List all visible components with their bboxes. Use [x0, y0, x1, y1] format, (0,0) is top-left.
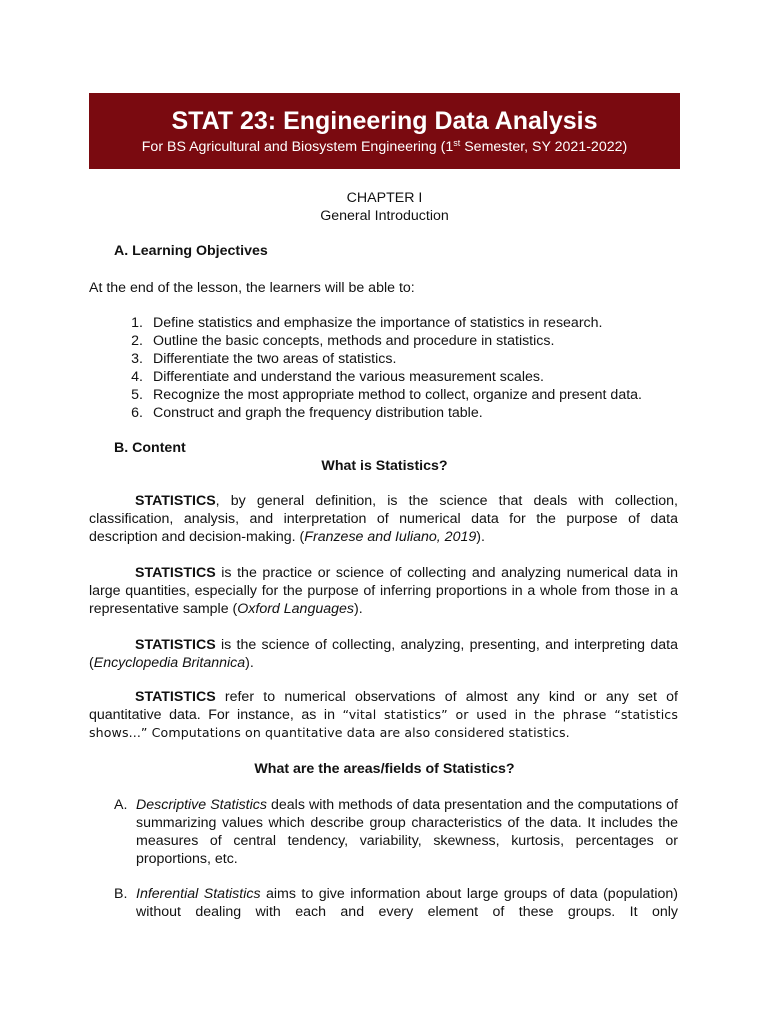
definition-paragraph [89, 636, 678, 672]
definition-source: Encyclopedia Britannica [93, 655, 246, 671]
document-title: STAT 23: Engineering Data Analysis [171, 107, 598, 135]
area-text: aims to give information about large groups of data (population) without dealing with each and every element of these groups. It only [136, 886, 679, 920]
area-letter: A. [114, 797, 128, 813]
area-text: deals with methods of data presentation and the computations of summarizing values which describe group characteristics of the data. It includes the measures of central tendency, variability, skewness, kurtosis, percentages or proportions, etc. [136, 797, 678, 867]
chapter-title: General Introduction [320, 208, 449, 224]
definition-end: ). [354, 601, 363, 617]
area-name: Descriptive Statistics [136, 797, 267, 813]
list-item-number: 6. [131, 405, 143, 421]
header-banner [89, 93, 680, 169]
list-item-text: Differentiate and understand the various measurement scales. [153, 369, 544, 385]
list-item-number: 1. [131, 315, 143, 331]
definition-term: STATISTICS [135, 689, 216, 705]
definition-paragraph [89, 492, 678, 546]
subtitle-part-1: For BS Agricultural and Biosystem Engineering (1 [141, 139, 454, 155]
list-item-number: 3. [131, 351, 143, 367]
definition-term: STATISTICS [135, 637, 216, 653]
subtitle-superscript: st [453, 138, 461, 148]
area-description [136, 885, 678, 921]
list-item-number: 2. [131, 333, 143, 349]
subtitle-part-2: Semester, SY 2021-2022) [460, 139, 628, 155]
definition-source: Franzese and Iuliano, 2019 [304, 529, 477, 545]
definition-example-text: “vital statistics” or used in the phrase “statistics shows...” Computations on quantitative data are also considered statistics. [89, 707, 678, 740]
areas-heading: What are the areas/fields of Statistics? [254, 761, 515, 777]
definition-source: Oxford Languages [237, 601, 354, 617]
list-item-text: Differentiate the two areas of statistics. [153, 351, 397, 367]
list-item-number: 5. [131, 387, 143, 403]
list-item-number: 4. [131, 369, 143, 385]
list-item-text: Construct and graph the frequency distribution table. [153, 405, 483, 421]
definition-text: refer to numerical observations of almost any kind or any set of quantitative data. For instance, as in [89, 689, 678, 723]
definition-paragraph [89, 688, 678, 742]
definition-term: STATISTICS [135, 565, 216, 581]
section-b-subheading: What is Statistics? [321, 458, 448, 474]
section-a-heading: A. Learning Objectives [114, 243, 268, 259]
chapter-label: CHAPTER I [346, 190, 423, 206]
area-description [136, 796, 678, 868]
document-subtitle [89, 138, 680, 156]
area-name: Inferential Statistics [136, 886, 261, 902]
definition-end: ). [476, 529, 485, 545]
list-item-text: Outline the basic concepts, methods and procedure in statistics. [153, 333, 555, 349]
definition-term: STATISTICS [135, 493, 216, 509]
definition-text: is the practice or science of collecting and analyzing numerical data in large quantities, especially for the purpose of inferring proportions in a whole from those in a representative sample ( [89, 565, 678, 617]
definition-text: , by general definition, is the science that deals with collection, classification, analysis, and interpretation of numerical data for the purpose of data description and decision-making. ( [89, 493, 678, 545]
area-letter: B. [114, 886, 128, 902]
objectives-intro: At the end of the lesson, the learners will be able to: [89, 280, 415, 296]
definition-text: is the science of collecting, analyzing, presenting, and interpreting data ( [89, 637, 678, 671]
list-item-text: Recognize the most appropriate method to collect, organize and present data. [153, 387, 642, 403]
list-item-text: Define statistics and emphasize the importance of statistics in research. [153, 315, 603, 331]
section-b-heading: B. Content [114, 440, 186, 456]
definition-paragraph [89, 564, 678, 618]
definition-end: ). [245, 655, 254, 671]
